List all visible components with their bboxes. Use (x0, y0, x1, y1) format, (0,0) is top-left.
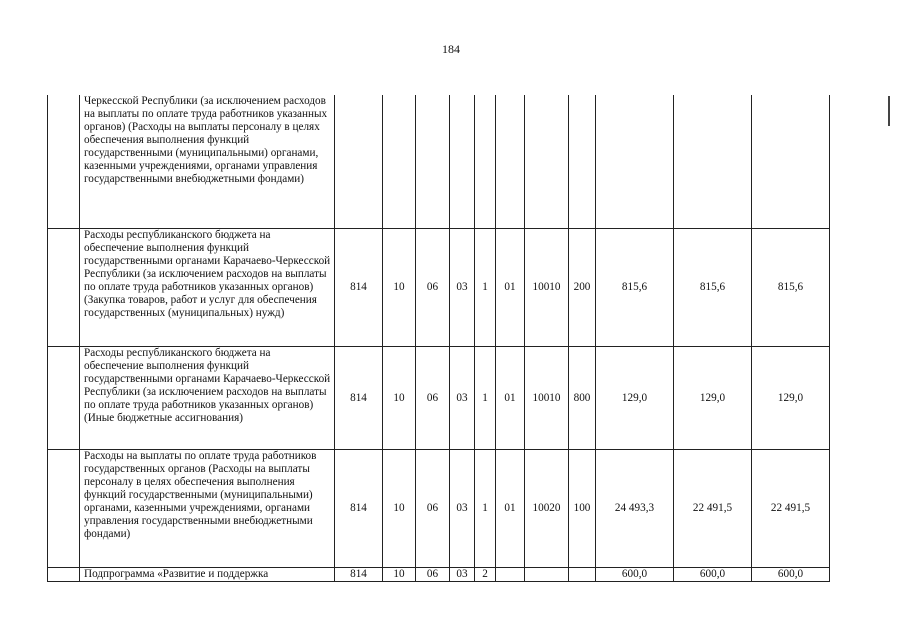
section-code-cell: 10 (383, 568, 416, 582)
expense-type-code-cell (569, 95, 596, 229)
subprogram-code-cell: 1 (475, 450, 496, 568)
direction-code-cell (525, 95, 569, 229)
expense-type-code-cell (569, 568, 596, 582)
program-code-cell (450, 95, 475, 229)
amount-year2-cell: 815,6 (674, 229, 752, 347)
amount-year2-cell: 22 491,5 (674, 450, 752, 568)
amount-year2-cell: 129,0 (674, 347, 752, 450)
amount-year1-cell: 24 493,3 (596, 450, 674, 568)
subsection-code-cell (416, 95, 450, 229)
expense-name-cell: Расходы на выплаты по оплате труда работников государственных органов (Расходы на выплаты персоналу в целях обеспечения выполнения функций государственными (муниципальными) органами, казенными учреждениями, органами управления государственными внебюджетными фондами) (80, 450, 335, 568)
amount-year3-cell: 22 491,5 (752, 450, 830, 568)
direction-code-cell (525, 568, 569, 582)
expense-type-code-cell: 100 (569, 450, 596, 568)
amount-year3-cell: 129,0 (752, 347, 830, 450)
amount-year1-cell (596, 95, 674, 229)
page-number: 184 (442, 42, 460, 56)
scan-edge-mark (888, 96, 890, 126)
section-code-cell: 10 (383, 450, 416, 568)
subsection-code-cell: 06 (416, 568, 450, 582)
section-code-cell (383, 95, 416, 229)
direction-code-cell: 10020 (525, 450, 569, 568)
table-row (48, 568, 830, 582)
row-number-cell (48, 568, 80, 582)
row-number-cell (48, 229, 80, 347)
direction-code-cell: 10010 (525, 347, 569, 450)
amount-year3-cell (752, 95, 830, 229)
expense-type-code-cell: 800 (569, 347, 596, 450)
measure-code-cell (496, 95, 525, 229)
program-code-cell: 03 (450, 568, 475, 582)
row-number-cell (48, 95, 80, 229)
measure-code-cell: 01 (496, 229, 525, 347)
measure-code-cell: 01 (496, 450, 525, 568)
ministry-code-cell (335, 95, 383, 229)
expense-name-cell: Черкесской Республики (за исключением расходов на выплаты по оплате труда работников указанных органов) (Расходы на выплаты персоналу в целях обеспечения выполнения функций государственными (муниципальными) органами, казенными учреждениями, органами управления государственными внебюджетными фондами) (80, 95, 335, 229)
budget-table (47, 95, 830, 582)
amount-year2-cell: 600,0 (674, 568, 752, 582)
program-code-cell: 03 (450, 229, 475, 347)
program-code-cell: 03 (450, 450, 475, 568)
ministry-code-cell: 814 (335, 450, 383, 568)
expense-name-cell: Расходы республиканского бюджета на обеспечение выполнения функций государственными органами Карачаево-Черкесской Республики (за исключением расходов на выплаты по оплате труда работников указанных органов) (Иные бюджетные ассигнования) (80, 347, 335, 450)
amount-year3-cell: 600,0 (752, 568, 830, 582)
subprogram-code-cell: 1 (475, 229, 496, 347)
expense-name-cell: Расходы республиканского бюджета на обеспечение выполнения функций государственными органами Карачаево-Черкесской Республики (за исключением расходов на выплаты по оплате труда работников указанных органов) (Закупка товаров, работ и услуг для обеспечения государственных (муниципальных) нужд) (80, 229, 335, 347)
measure-code-cell (496, 568, 525, 582)
amount-year2-cell (674, 95, 752, 229)
direction-code-cell: 10010 (525, 229, 569, 347)
subsection-code-cell: 06 (416, 229, 450, 347)
row-number-cell (48, 450, 80, 568)
expense-type-code-cell: 200 (569, 229, 596, 347)
amount-year1-cell: 815,6 (596, 229, 674, 347)
ministry-code-cell: 814 (335, 229, 383, 347)
subprogram-code-cell: 1 (475, 347, 496, 450)
amount-year3-cell: 815,6 (752, 229, 830, 347)
subprogram-code-cell (475, 95, 496, 229)
subsection-code-cell: 06 (416, 450, 450, 568)
amount-year1-cell: 129,0 (596, 347, 674, 450)
program-code-cell: 03 (450, 347, 475, 450)
section-code-cell: 10 (383, 229, 416, 347)
table-row (48, 229, 830, 347)
ministry-code-cell: 814 (335, 568, 383, 582)
section-code-cell: 10 (383, 347, 416, 450)
expense-name-cell: Подпрограмма «Развитие и поддержка (80, 568, 335, 582)
subsection-code-cell: 06 (416, 347, 450, 450)
amount-year1-cell: 600,0 (596, 568, 674, 582)
row-number-cell (48, 347, 80, 450)
subprogram-code-cell: 2 (475, 568, 496, 582)
ministry-code-cell: 814 (335, 347, 383, 450)
table-row (48, 95, 830, 229)
table-row (48, 347, 830, 450)
measure-code-cell: 01 (496, 347, 525, 450)
table-row (48, 450, 830, 568)
